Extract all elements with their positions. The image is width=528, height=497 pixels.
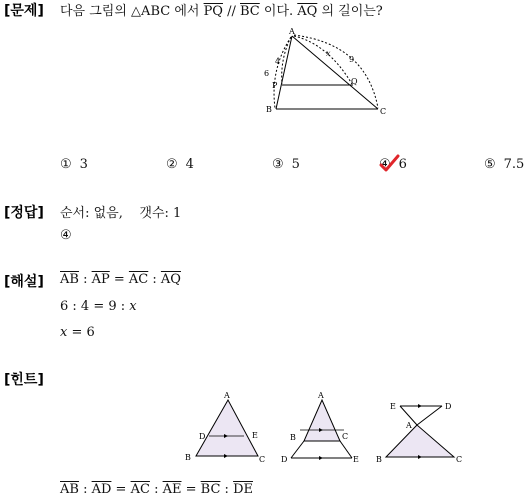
explanation-tag: [해설]: [4, 274, 44, 290]
hint2-arrow-de: [319, 456, 323, 460]
hint2-shaded-triangle: [304, 400, 340, 441]
hint2-label-e: E: [353, 455, 359, 464]
hint1-label-e: E: [252, 431, 258, 440]
expl-seg-ab: $\overline{AB}$: [60, 272, 79, 287]
hint3-shaded-triangle: [386, 425, 454, 457]
hint3-arrow-ed: [418, 404, 422, 408]
hint3-label-c: C: [456, 455, 463, 464]
answer-line-1: 순서: 없음, 갯수: 1: [60, 206, 182, 221]
fig-length-ab: 6: [264, 69, 270, 78]
fig-label-a: A: [289, 27, 295, 36]
choice-1[interactable]: [60, 157, 88, 172]
choice-4-number: [379, 157, 391, 172]
hint-seg-ad: $\overline{AD}$: [91, 482, 112, 497]
hint-seg-ac: $\overline{AC}$: [130, 482, 150, 497]
fig-label-b: B: [266, 105, 272, 114]
hint2-label-a: A: [318, 391, 324, 400]
hint2-side-ae: [340, 441, 352, 458]
hint3-side-ad: [417, 406, 442, 425]
answer-tag: [정답]: [4, 205, 44, 221]
hint2-side-ad: [291, 441, 304, 458]
fig-label-c: C: [380, 107, 387, 116]
arc-ab: [274, 37, 291, 108]
hint-seg-ab: $\overline{AB}$: [60, 482, 79, 497]
segment-pq: $\overline{PQ}$: [203, 4, 223, 19]
choice-5[interactable]: [484, 157, 524, 172]
expl-seg-ap: $\overline{AP}$: [91, 272, 110, 287]
segment-aq: $\overline{AQ}$: [297, 4, 318, 19]
hint2-label-b: B: [290, 433, 296, 442]
problem-figure: [258, 24, 398, 124]
segment-bc: $\overline{BC}$: [240, 4, 260, 19]
hint1-label-a: A: [224, 391, 230, 400]
choice-3-number: ③: [272, 157, 284, 172]
choice-4-number-text: ④: [379, 157, 391, 172]
fig-label-p: P: [272, 81, 278, 90]
expl-seg-ac: $\overline{AC}$: [128, 272, 149, 287]
answer-line-2: ④: [60, 228, 72, 243]
choice-4[interactable]: [379, 157, 407, 172]
hint-seg-bc: $\overline{BC}$: [200, 482, 221, 497]
choice-5-value: 7.5: [503, 157, 525, 172]
explanation-line-2: 6 : 4 = 9 : x: [60, 299, 137, 314]
checkmark-icon: [378, 154, 400, 174]
hint1-label-c: C: [259, 455, 266, 464]
problem-text-mid: //: [222, 4, 240, 19]
expl-seg-aq: $\overline{AQ}$: [160, 272, 181, 287]
hint3-label-d: D: [445, 402, 452, 411]
hint-formula: $\overline{AB}$ : $\overline{AD} = \overline{AC}$ : $\overline{AE} = \overline{BC}$ : $\overline{DE}$: [60, 482, 253, 497]
choice-2-number: ②: [166, 157, 178, 172]
side-ab: [276, 36, 292, 109]
side-ac: [292, 36, 378, 109]
explanation-line-3: x = 6: [60, 325, 95, 340]
choice-2[interactable]: [166, 157, 194, 172]
choice-4-value: 6: [398, 157, 407, 172]
problem-text: [60, 0, 383, 19]
choice-1-number: ①: [60, 157, 72, 172]
hint1-label-d: D: [199, 432, 206, 441]
hint-figure-2: [278, 388, 366, 468]
hint2-label-d: D: [281, 455, 288, 464]
hint2-label-c: C: [342, 432, 349, 441]
arc-aq: [294, 36, 355, 84]
hint-seg-de: $\overline{DE}$: [233, 482, 253, 497]
arc-ac: [294, 35, 378, 108]
fig-length-ac: 9: [349, 55, 355, 64]
fig-length-aq: x: [326, 49, 331, 58]
fig-length-ap: 4: [275, 57, 281, 66]
choice-5-number: ⑤: [484, 157, 496, 172]
problem-text-post: 이다.: [259, 4, 298, 19]
choice-3[interactable]: [272, 157, 300, 172]
hint-tag: [힌트]: [4, 372, 44, 388]
hint1-label-b: B: [185, 453, 191, 462]
hint-figure-3: [372, 388, 468, 468]
problem-tag: [문제]: [4, 3, 44, 19]
hint3-label-a: A: [406, 421, 412, 430]
hint3-label-b: B: [376, 455, 382, 464]
hint-figure-1: [182, 388, 270, 468]
choice-2-value: 4: [185, 157, 194, 172]
choice-3-value: 5: [291, 157, 300, 172]
problem-text-pre: 다음 그림의 △ABC 에서: [60, 4, 204, 19]
hint-seg-ae: $\overline{AE}$: [162, 482, 182, 497]
choice-1-value: 3: [79, 157, 88, 172]
hint3-label-e: E: [390, 402, 396, 411]
problem-text-end: 의 길이는?: [317, 4, 383, 19]
fig-label-q: Q: [351, 77, 358, 86]
hint1-triangle: [196, 400, 258, 456]
explanation-line-1: $\overline{AB}$ : $\overline{AP} = \overline{AC}$ : $\overline{AQ}$: [60, 272, 181, 287]
